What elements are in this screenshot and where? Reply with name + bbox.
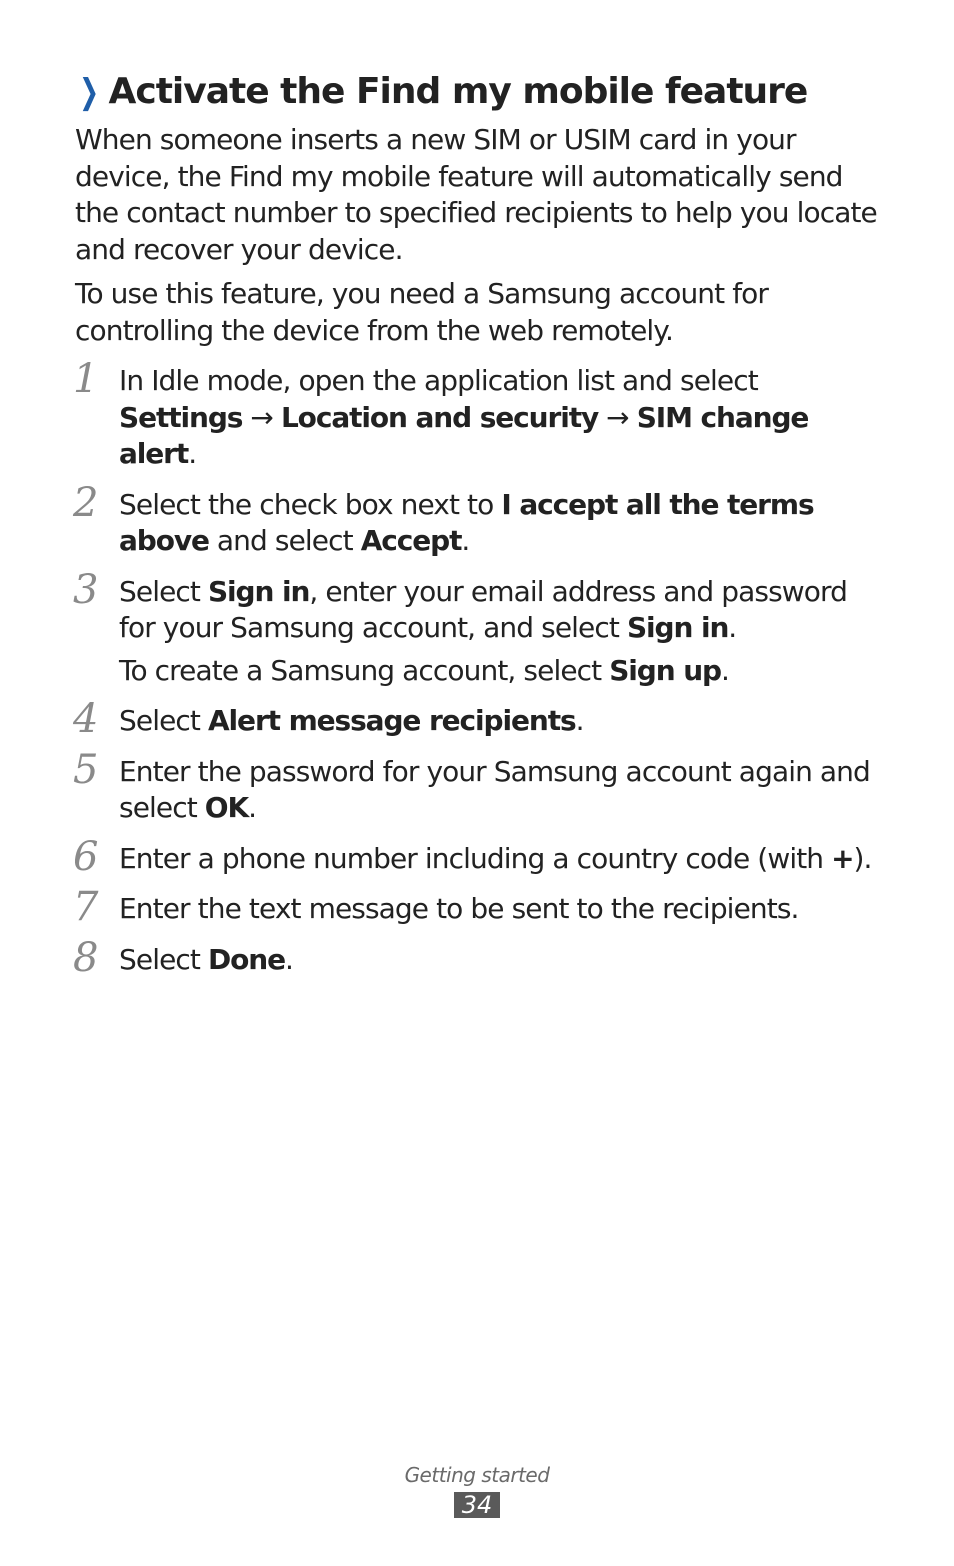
ui-term: Accept (360, 524, 462, 557)
step-text-fragment: Enter the text message to be sent to the recipients. (119, 892, 799, 925)
page-footer (0, 1462, 954, 1518)
step-item (73, 884, 885, 930)
ui-term: Sign in (626, 611, 729, 644)
intro-paragraph-2: To use this feature, you need a Samsung account for controlling the device from the web remotely. (75, 277, 769, 347)
step-text-fragment: → (598, 400, 637, 434)
section-heading (75, 68, 885, 116)
step-text-fragment: In Idle mode, open the application list and select (119, 364, 758, 397)
step-number: 7 (73, 884, 99, 930)
step-number: 4 (73, 696, 99, 742)
page-number: 34 (454, 1492, 500, 1518)
step-text (119, 892, 799, 925)
ui-term: Done (207, 942, 285, 976)
step-text-fragment: . (461, 524, 470, 557)
step-text-fragment: . (248, 791, 257, 824)
ui-term: Sign in (207, 574, 310, 608)
step-number: 2 (73, 479, 99, 526)
ui-term: Sign up (609, 653, 721, 687)
steps-list (73, 356, 885, 981)
step-text-fragment: Select (119, 942, 208, 976)
step-text (119, 488, 814, 558)
step-text-fragment: Enter a phone number including a country code (with (119, 841, 832, 875)
step-text (119, 364, 808, 470)
section-title: Activate the Find my mobile feature (108, 71, 808, 112)
step-text-fragment: Enter the password for your Samsung account again and select (119, 754, 870, 824)
step-item (73, 833, 885, 880)
step-item (73, 479, 885, 560)
step-text-fragment: . (728, 611, 737, 644)
step-text (119, 575, 847, 645)
ui-term: I accept all the terms above (119, 487, 814, 557)
ui-term: SIM change alert (119, 400, 809, 470)
step-text-fragment: and select (208, 524, 361, 557)
step-note (119, 653, 885, 690)
step-number: 1 (73, 356, 99, 402)
step-text (119, 943, 293, 976)
intro-paragraph-1: When someone inserts a new SIM or USIM card in your device, the Find my mobile feature will automatically send the contact number to specified recipients to help you locate and recover your device. (75, 123, 877, 266)
step-number: 8 (73, 934, 99, 981)
step-item (73, 746, 885, 827)
step-number: 3 (73, 566, 99, 613)
step-item (73, 934, 885, 981)
step-text (119, 704, 584, 737)
ui-term: Settings (119, 400, 243, 434)
ui-term: Location and security (280, 400, 599, 434)
step-text-fragment: , enter your email address and password for your Samsung account, and select (119, 574, 847, 644)
step-text-fragment: → (242, 400, 281, 434)
step-text-fragment: . (575, 704, 584, 737)
step-text-fragment: . (188, 437, 197, 470)
chevron-right-icon: ❯ (79, 72, 99, 112)
step-item (73, 356, 885, 473)
page-content (75, 68, 885, 992)
step-number: 5 (73, 746, 99, 793)
step-text (119, 842, 872, 875)
ui-term: OK (204, 791, 249, 824)
step-number: 6 (73, 833, 99, 880)
step-item (73, 696, 885, 742)
step-text-fragment: Select (119, 704, 208, 737)
step-text-fragment: . (285, 942, 294, 976)
step-text (119, 755, 870, 825)
ui-term: Alert message recipients (207, 704, 576, 737)
step-text-fragment: ). (853, 841, 872, 875)
step-text-fragment: To create a Samsung account, select (119, 653, 610, 687)
step-text-fragment: . (721, 653, 730, 687)
step-item (73, 566, 885, 690)
footer-section-name: Getting started (404, 1463, 550, 1487)
step-text-fragment: Select (119, 574, 208, 608)
step-text-fragment: Select the check box next to (119, 487, 502, 521)
ui-term: + (831, 841, 854, 875)
